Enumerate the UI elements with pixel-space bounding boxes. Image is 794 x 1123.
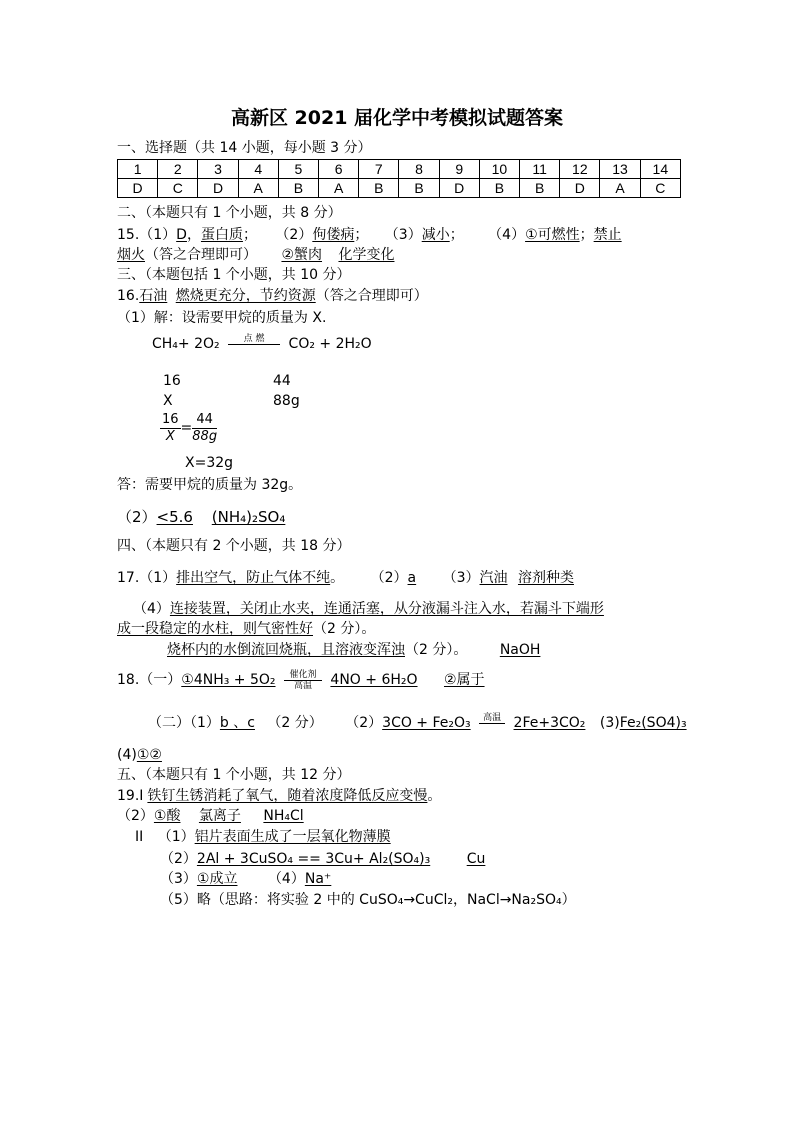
q16-part2-answer-1: <5.6 [156, 508, 193, 526]
q15-answer-8: 化学变化 [338, 247, 395, 263]
q15-part4: （4） [488, 227, 526, 243]
q19-II-answer-4: Na⁺ [304, 871, 332, 887]
q19-II-part5: （5）略（思路：将实验 2 中的 CuSO₄→CuCl₂，NaCl→Na₂SO₄） [160, 892, 576, 908]
q18-eq-right: 4NO + 6H₂O [330, 672, 418, 688]
q15-sep: ； [449, 227, 464, 243]
q18-part3: (3) [599, 715, 620, 731]
q15-sep: ； [354, 227, 369, 243]
q15-line1 [117, 226, 622, 244]
q19-II-line2 [160, 850, 485, 868]
table-cell-answer: D [439, 179, 479, 198]
q17-answer-1: 排出空气，防止气体不纯 [176, 570, 331, 586]
condition-text: 点 燃 [228, 334, 280, 345]
table-cell-number: 11 [520, 160, 560, 179]
q19-II-part1: （1） [157, 829, 195, 845]
table-cell-answer: D [118, 179, 158, 198]
table-cell-number: 4 [238, 160, 278, 179]
q15-answer-2: 蛋白质 [200, 227, 243, 243]
table-cell-number: 8 [399, 160, 439, 179]
table-cell-answer: D [560, 179, 600, 198]
q15-sep: ； [242, 227, 257, 243]
q15-part2: （2） [275, 227, 313, 243]
table-cell-number: 10 [479, 160, 519, 179]
q16-part2 [117, 508, 285, 526]
table-cell-answer: B [399, 179, 439, 198]
q19-II-answer-2: 2Al + 3CuSO₄ == 3Cu+ Al₂(SO₄)₃ [196, 851, 431, 867]
q15-answer-1: D [176, 227, 187, 243]
q19-II-answer-3: ①成立 [196, 871, 238, 887]
frac-den: X [165, 428, 175, 444]
q19-II-line1 [135, 828, 391, 846]
table-row-numbers [118, 160, 681, 179]
q19-prefix: 19.I [117, 788, 144, 804]
frac-num: 16 [162, 411, 179, 427]
table-cell-number: 1 [118, 160, 158, 179]
ratio-a1: 16 [163, 373, 181, 389]
x-result: X=32g [185, 455, 234, 471]
section4-heading: 四、（本题只有 2 个小题，共 18 分） [117, 538, 351, 554]
q18-score: （2 分） [267, 715, 323, 731]
equation-right: CO₂ + 2H₂O [288, 336, 372, 352]
q15-part3: （3） [384, 227, 422, 243]
section5-heading: 五、（本题只有 1 个小题，共 12 分） [117, 767, 351, 783]
q15-answer-3: 佝偻病 [312, 227, 355, 243]
table-cell-number: 7 [359, 160, 399, 179]
q15-prefix: 15.（1） [117, 227, 177, 243]
table-cell-answer: A [238, 179, 278, 198]
answer-table [117, 159, 681, 198]
q18-eq2-right: 2Fe+3CO₂ [513, 715, 586, 731]
q19-answer-3: 氯离子 [198, 808, 241, 824]
q18-condition [284, 670, 322, 691]
q15-note: （答之合理即可） [145, 247, 257, 263]
q16-answer-sentence: 答：需要甲烷的质量为 32g。 [117, 477, 303, 493]
table-cell-answer: B [278, 179, 318, 198]
q19-II-answer-2b: Cu [466, 851, 486, 867]
table-cell-answer: C [640, 179, 680, 198]
q19-answer-2: ①酸 [153, 808, 181, 824]
table-cell-answer: B [359, 179, 399, 198]
condition-bottom: 高温 [293, 680, 312, 691]
q17-answer-6: 烧杯内的水倒流回烧瓶，且溶液变浑浊 [167, 642, 405, 658]
q19-answer-1: 铁钉生锈消耗了氧气，随着浓度降低反应变慢 [147, 788, 428, 804]
q16-part2-prefix: （2） [117, 508, 157, 526]
q18-line2 [148, 711, 687, 735]
table-cell-number: 6 [319, 160, 359, 179]
q18-condition2 [479, 713, 505, 734]
q17-score2: （2 分）。 [405, 642, 468, 658]
q18-answer-5: ①② [136, 747, 162, 763]
q16-prefix: 16. [117, 288, 140, 304]
q15-answer-7: ②蟹肉 [281, 247, 323, 263]
table-cell-number: 13 [600, 160, 640, 179]
q17-line4 [167, 641, 540, 659]
table-cell-answer: A [319, 179, 359, 198]
q18-part2-2: （2） [345, 715, 383, 731]
q16-equation [152, 333, 372, 355]
q16-part1: （1）解：设需要甲烷的质量为 X. [117, 310, 327, 326]
q18-part4: (4) [117, 747, 137, 763]
equals-sign: = [180, 420, 193, 436]
q15-sep: ， [186, 227, 201, 243]
page-title: 高新区 2021 届化学中考模拟试题答案 [230, 107, 564, 129]
q17-part3: （3） [442, 570, 480, 586]
q16-note: （答之合理即可） [315, 288, 428, 304]
fraction-right [192, 412, 217, 445]
q16-part2-answer-2: (NH₄)₂SO₄ [211, 508, 286, 526]
q19-line1 [117, 787, 441, 805]
q17-answer-2: a [407, 570, 417, 586]
q19-II-part4: （4） [267, 871, 305, 887]
ratio-b2: 88g [273, 393, 300, 409]
q15-answer-6: 禁止 [593, 227, 622, 243]
q15-answer-5: ①可燃性 [525, 227, 580, 243]
equation-left: CH₄+ 2O₂ [152, 336, 220, 352]
q18-answer-2: ②属于 [443, 672, 485, 688]
q18-eq2-left: 3CO + Fe₂O₃ [382, 715, 471, 731]
q15-answer-6b: 烟火 [117, 247, 145, 263]
q19-II-answer-1: 铝片表面生成了一层氧化物薄膜 [194, 829, 391, 845]
table-cell-number: 14 [640, 160, 680, 179]
table-cell-answer: B [520, 179, 560, 198]
q18-answer-4: Fe₂(SO4)₃ [619, 715, 687, 731]
q16-line1 [117, 287, 428, 305]
q17-line3 [117, 620, 375, 638]
q19-line2 [117, 807, 304, 825]
q19-II-line3 [160, 870, 331, 888]
table-cell-number: 5 [278, 160, 318, 179]
q19-answer-4: NH₄Cl [263, 808, 304, 824]
q17-answer-3: 汽油 [479, 570, 508, 586]
section1-heading: 一、选择题（共 14 小题，每小题 3 分） [117, 140, 372, 156]
q17-score: （2 分）。 [313, 621, 376, 637]
q17-answer-5a: 连接装置，关闭止水夹，连通活塞，从分液漏斗注入水，若漏斗下端形 [169, 601, 604, 617]
frac-den: 88g [192, 428, 218, 444]
q19-II-label: II [135, 829, 144, 845]
fraction-left [160, 412, 181, 445]
q18-line3 [117, 746, 162, 764]
q19-dot: 。 [427, 788, 442, 804]
q17-line2 [133, 600, 604, 618]
q16-answer-2: 燃烧更充分，节约资源 [175, 288, 316, 304]
table-cell-answer: C [158, 179, 198, 198]
q17-answer-5b: 成一段稳定的水柱，则气密性好 [117, 621, 313, 637]
reaction-condition [228, 334, 280, 355]
q19-part2: （2） [117, 808, 154, 824]
proportion [160, 411, 217, 445]
q18-answer-3: b 、c [219, 715, 255, 731]
section2-heading: 二、（本题只有 1 个小题，共 8 分） [117, 205, 342, 221]
table-cell-number: 9 [439, 160, 479, 179]
q17-answer-4: 溶剂种类 [517, 570, 574, 586]
q17-dot: 。 [330, 570, 345, 586]
q18-part2-prefix: （二）（1） [148, 715, 220, 731]
table-cell-number: 3 [198, 160, 238, 179]
ratio-a2: X [163, 393, 173, 409]
q17-part4: （4） [133, 601, 170, 617]
q18-line1 [117, 668, 485, 692]
q18-eq-left: ①4NH₃ + 5O₂ [181, 672, 276, 688]
table-cell-number: 12 [560, 160, 600, 179]
table-cell-number: 2 [158, 160, 198, 179]
table-cell-answer: B [479, 179, 519, 198]
q17-line1 [117, 569, 574, 587]
table-row-answers [118, 179, 681, 198]
condition-top: 高温 [479, 713, 505, 724]
table-cell-answer: A [600, 179, 640, 198]
frac-num: 44 [192, 412, 217, 429]
q15-answer-4: 减小 [421, 227, 450, 243]
ratio-b1: 44 [273, 373, 291, 389]
q15-sep: ； [579, 227, 594, 243]
q17-part2: （2） [370, 570, 408, 586]
q18-prefix: 18.（一） [117, 672, 182, 688]
q17-answer-7: NaOH [499, 642, 541, 658]
q16-answer-1: 石油 [139, 288, 168, 304]
section3-heading: 三、（本题包括 1 个小题，共 10 分） [117, 267, 351, 283]
q19-II-part2: （2） [160, 851, 197, 867]
table-cell-answer: D [198, 179, 238, 198]
q19-II-part3: （3） [160, 871, 197, 887]
q15-line2 [117, 246, 394, 264]
condition-top: 催化剂 [284, 670, 322, 681]
q17-prefix: 17.（1） [117, 570, 177, 586]
